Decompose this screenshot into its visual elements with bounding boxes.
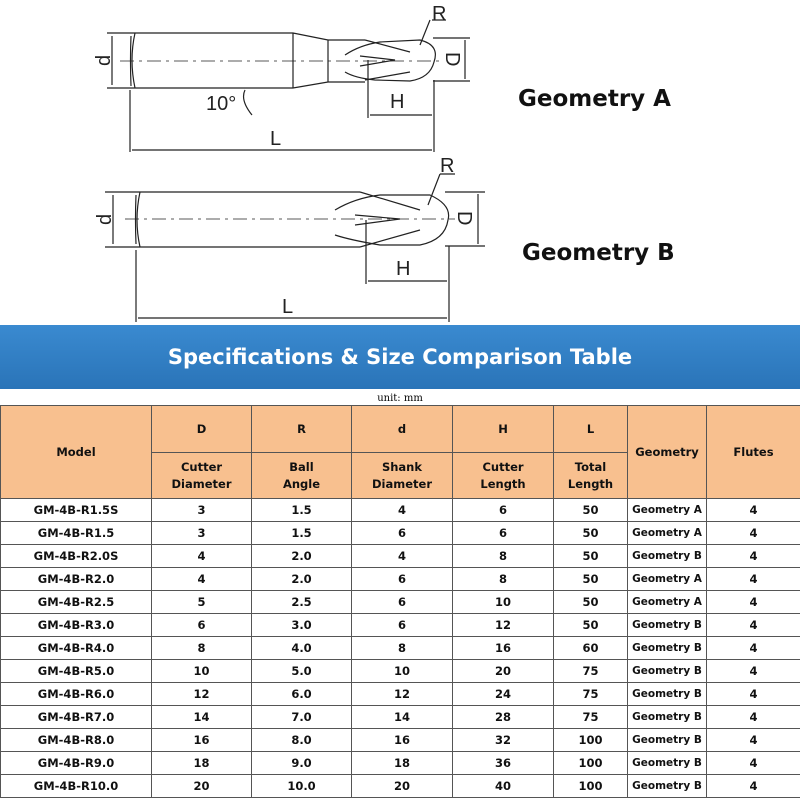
cell-total-length: 50 — [554, 522, 628, 545]
header-H-desc — [453, 453, 554, 499]
cell-model: GM-4B-R8.0 — [1, 729, 152, 752]
cell-model: GM-4B-R3.0 — [1, 614, 152, 637]
cell-total-length: 75 — [554, 706, 628, 729]
cell-geometry: Geometry B — [628, 729, 707, 752]
cell-geometry: Geometry B — [628, 614, 707, 637]
cell-cutter-length: 20 — [453, 660, 554, 683]
cell-ball-angle: 7.0 — [252, 706, 352, 729]
cell-cutter-diameter: 3 — [152, 499, 252, 522]
cell-cutter-diameter: 14 — [152, 706, 252, 729]
cell-flutes: 4 — [707, 706, 800, 729]
cell-ball-angle: 2.0 — [252, 568, 352, 591]
cell-model: GM-4B-R2.0 — [1, 568, 152, 591]
cell-total-length: 100 — [554, 752, 628, 775]
cell-flutes: 4 — [707, 499, 800, 522]
header-D: D — [152, 406, 252, 453]
header-text: Length — [480, 476, 526, 491]
table-row — [1, 522, 800, 545]
cell-total-length: 60 — [554, 637, 628, 660]
cell-shank-diameter: 6 — [352, 591, 453, 614]
cell-total-length: 75 — [554, 683, 628, 706]
cell-shank-diameter: 6 — [352, 522, 453, 545]
tool-drawings — [0, 0, 800, 325]
header-L-desc — [554, 453, 628, 499]
cell-ball-angle: 2.0 — [252, 545, 352, 568]
cell-cutter-diameter: 20 — [152, 775, 252, 798]
cell-geometry: Geometry B — [628, 706, 707, 729]
cell-geometry: Geometry A — [628, 522, 707, 545]
cell-shank-diameter: 18 — [352, 752, 453, 775]
header-text: Diameter — [372, 476, 432, 491]
cell-flutes: 4 — [707, 752, 800, 775]
cell-cutter-diameter: 5 — [152, 591, 252, 614]
cell-model: GM-4B-R2.5 — [1, 591, 152, 614]
dim-d-label: d — [94, 213, 116, 225]
angle-label: 10° — [206, 93, 237, 115]
dim-D-label: D — [453, 211, 475, 226]
cell-ball-angle: 3.0 — [252, 614, 352, 637]
header-flutes: Flutes — [707, 406, 800, 499]
cell-model: GM-4B-R9.0 — [1, 752, 152, 775]
dim-d-label: d — [93, 54, 115, 66]
cell-geometry: Geometry B — [628, 683, 707, 706]
cell-flutes: 4 — [707, 660, 800, 683]
cell-cutter-length: 6 — [453, 499, 554, 522]
header-D-desc — [152, 453, 252, 499]
cell-shank-diameter: 20 — [352, 775, 453, 798]
cell-flutes: 4 — [707, 591, 800, 614]
header-text: Cutter — [180, 459, 223, 474]
header-text: Cutter — [482, 459, 524, 474]
cell-shank-diameter: 4 — [352, 545, 453, 568]
cell-cutter-length: 36 — [453, 752, 554, 775]
dim-H-label: H — [396, 258, 411, 280]
dim-R-label: R — [440, 155, 455, 177]
geometry-b-label: Geometry B — [522, 240, 675, 266]
cell-flutes: 4 — [707, 568, 800, 591]
cell-geometry: Geometry A — [628, 591, 707, 614]
cell-cutter-diameter: 16 — [152, 729, 252, 752]
cell-cutter-length: 12 — [453, 614, 554, 637]
cell-cutter-diameter: 8 — [152, 637, 252, 660]
cell-cutter-length: 10 — [453, 591, 554, 614]
table-row — [1, 614, 800, 637]
cell-model: GM-4B-R5.0 — [1, 660, 152, 683]
table-row — [1, 775, 800, 798]
cell-ball-angle: 9.0 — [252, 752, 352, 775]
cell-flutes: 4 — [707, 637, 800, 660]
table-row — [1, 545, 800, 568]
table-row — [1, 660, 800, 683]
cell-shank-diameter: 12 — [352, 683, 453, 706]
geometry-a-drawing — [93, 3, 470, 152]
header-R-desc — [252, 453, 352, 499]
cell-cutter-diameter: 4 — [152, 545, 252, 568]
dim-H-label: H — [390, 91, 405, 113]
cell-flutes: 4 — [707, 683, 800, 706]
cell-model: GM-4B-R4.0 — [1, 637, 152, 660]
cell-total-length: 50 — [554, 499, 628, 522]
cell-total-length: 50 — [554, 545, 628, 568]
dim-D-label: D — [441, 52, 463, 67]
cell-geometry: Geometry A — [628, 568, 707, 591]
cell-ball-angle: 4.0 — [252, 637, 352, 660]
cell-model: GM-4B-R10.0 — [1, 775, 152, 798]
table-row — [1, 637, 800, 660]
header-L: L — [554, 406, 628, 453]
cell-model: GM-4B-R6.0 — [1, 683, 152, 706]
cell-flutes: 4 — [707, 545, 800, 568]
dim-L-label: L — [282, 296, 294, 318]
header-d-desc — [352, 453, 453, 499]
header-text: Total — [574, 459, 607, 474]
table-row — [1, 568, 800, 591]
cell-cutter-diameter: 18 — [152, 752, 252, 775]
cell-total-length: 50 — [554, 614, 628, 637]
cell-model: GM-4B-R1.5 — [1, 522, 152, 545]
cell-cutter-length: 32 — [453, 729, 554, 752]
cell-flutes: 4 — [707, 729, 800, 752]
cell-shank-diameter: 16 — [352, 729, 453, 752]
cell-ball-angle: 10.0 — [252, 775, 352, 798]
cell-ball-angle: 1.5 — [252, 522, 352, 545]
cell-total-length: 100 — [554, 775, 628, 798]
dim-R-label: R — [432, 3, 447, 25]
cell-model: GM-4B-R2.0S — [1, 545, 152, 568]
cell-geometry: Geometry B — [628, 775, 707, 798]
cell-flutes: 4 — [707, 522, 800, 545]
header-text: Length — [567, 476, 614, 491]
header-text: Shank — [381, 459, 423, 474]
table-title: Specifications & Size Comparison Table — [167, 345, 633, 369]
geometry-a-label: Geometry A — [518, 86, 671, 112]
spec-table — [0, 405, 800, 798]
table-row — [1, 499, 800, 522]
table-row — [1, 591, 800, 614]
cell-cutter-length: 16 — [453, 637, 554, 660]
cell-flutes: 4 — [707, 775, 800, 798]
cell-geometry: Geometry B — [628, 752, 707, 775]
cell-cutter-diameter: 12 — [152, 683, 252, 706]
cell-cutter-length: 40 — [453, 775, 554, 798]
cell-ball-angle: 6.0 — [252, 683, 352, 706]
cell-cutter-length: 6 — [453, 522, 554, 545]
cell-ball-angle: 8.0 — [252, 729, 352, 752]
cell-shank-diameter: 10 — [352, 660, 453, 683]
cell-geometry: Geometry B — [628, 545, 707, 568]
header-R: R — [252, 406, 352, 453]
cell-total-length: 50 — [554, 591, 628, 614]
cell-cutter-length: 24 — [453, 683, 554, 706]
cell-ball-angle: 2.5 — [252, 591, 352, 614]
header-text: Diameter — [171, 476, 232, 491]
table-title-banner — [0, 325, 800, 389]
cell-geometry: Geometry A — [628, 499, 707, 522]
cell-geometry: Geometry B — [628, 637, 707, 660]
cell-cutter-length: 8 — [453, 568, 554, 591]
header-H: H — [453, 406, 554, 453]
unit-label: unit: mm — [377, 393, 423, 404]
cell-cutter-diameter: 3 — [152, 522, 252, 545]
header-model: Model — [1, 406, 152, 499]
cell-shank-diameter: 6 — [352, 614, 453, 637]
cell-cutter-diameter: 10 — [152, 660, 252, 683]
cell-geometry: Geometry B — [628, 660, 707, 683]
geometry-b-drawing — [94, 155, 485, 322]
table-row — [1, 706, 800, 729]
header-text: Angle — [282, 476, 321, 491]
cell-model: GM-4B-R1.5S — [1, 499, 152, 522]
cell-cutter-length: 8 — [453, 545, 554, 568]
header-text: Ball — [289, 459, 314, 474]
cell-model: GM-4B-R7.0 — [1, 706, 152, 729]
table-row — [1, 683, 800, 706]
dim-L-label: L — [270, 128, 282, 150]
cell-cutter-length: 28 — [453, 706, 554, 729]
header-d: d — [352, 406, 453, 453]
cell-shank-diameter: 4 — [352, 499, 453, 522]
table-row — [1, 729, 800, 752]
cell-cutter-diameter: 4 — [152, 568, 252, 591]
cell-cutter-diameter: 6 — [152, 614, 252, 637]
cell-total-length: 50 — [554, 568, 628, 591]
cell-shank-diameter: 6 — [352, 568, 453, 591]
header-geometry: Geometry — [628, 406, 707, 499]
cell-shank-diameter: 14 — [352, 706, 453, 729]
table-row — [1, 752, 800, 775]
cell-flutes: 4 — [707, 614, 800, 637]
cell-shank-diameter: 8 — [352, 637, 453, 660]
cell-ball-angle: 5.0 — [252, 660, 352, 683]
cell-total-length: 100 — [554, 729, 628, 752]
cell-ball-angle: 1.5 — [252, 499, 352, 522]
cell-total-length: 75 — [554, 660, 628, 683]
